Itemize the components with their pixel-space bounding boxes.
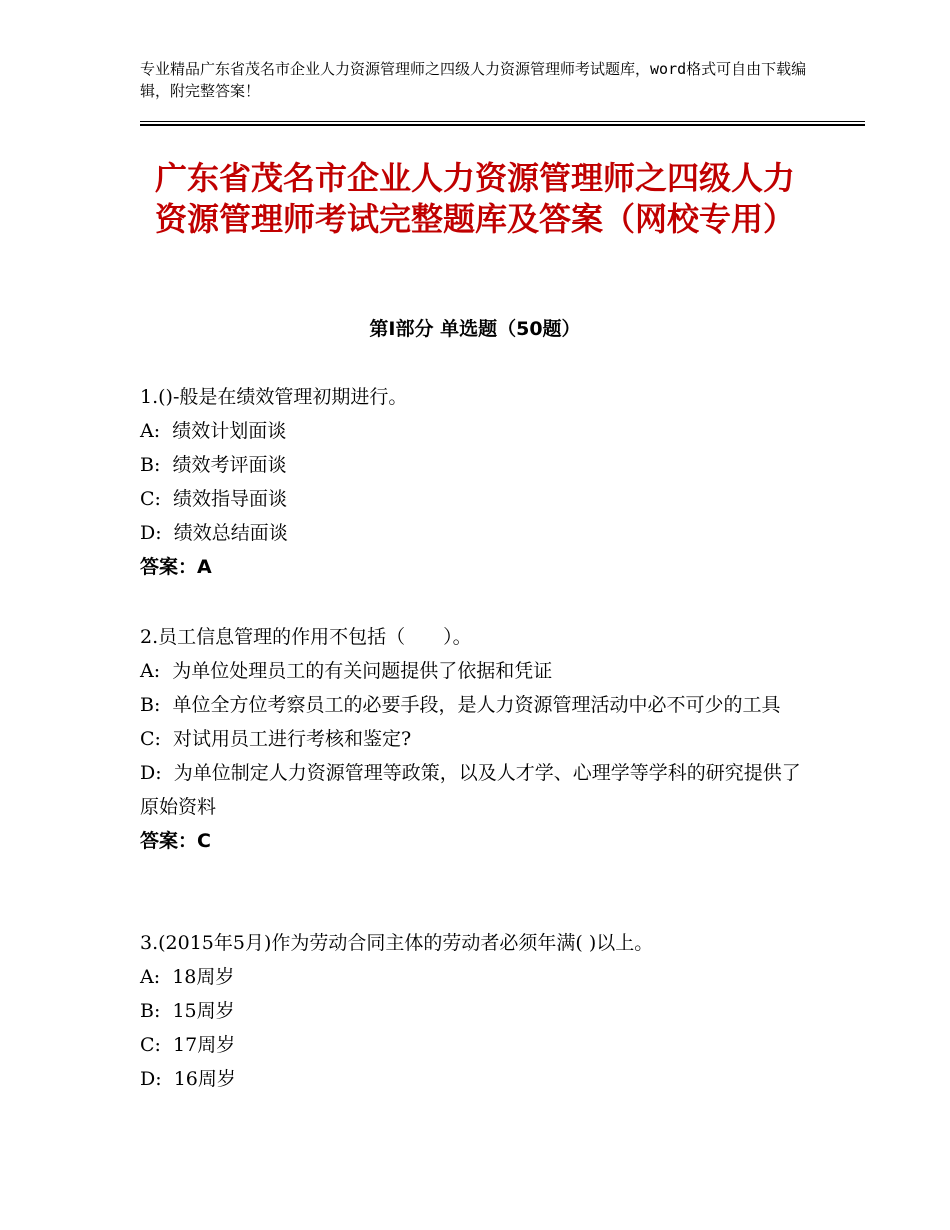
question-stem: 1.()-般是在绩效管理初期进行。 (140, 386, 408, 408)
option-c: C: 绩效指导面谈 (140, 488, 288, 510)
option-a: A: 绩效计划面谈 (140, 420, 287, 442)
section-title: 第Ⅰ部分 单选题（50题） (369, 318, 581, 340)
option-a: A: 18周岁 (140, 966, 235, 988)
header-divider-thick (140, 124, 865, 126)
option-d: D: 为单位制定人力资源管理等政策，以及人才学、心理学等学科的研究提供了原始资料 (140, 762, 801, 818)
header-divider-thin (140, 121, 865, 122)
option-c: C: 17周岁 (140, 1034, 236, 1056)
answer-line: 答案：C (140, 830, 211, 852)
question-stem: 3.(2015年5月)作为劳动合同主体的劳动者必须年满( )以上。 (140, 932, 654, 954)
question-1 (140, 380, 810, 584)
question-3 (140, 926, 810, 1096)
question-stem: 2.员工信息管理的作用不包括（ ）。 (140, 626, 472, 648)
option-b: B: 单位全方位考察员工的必要手段，是人力资源管理活动中必不可少的工具 (140, 694, 781, 716)
option-c: C: 对试用员工进行考核和鉴定? (140, 728, 412, 750)
option-a: A: 为单位处理员工的有关问题提供了依据和凭证 (140, 660, 553, 682)
header-note: 专业精品广东省茂名市企业人力资源管理师之四级人力资源管理师考试题库，word格式可自由下载编辑，附完整答案！ (140, 60, 807, 100)
option-b: B: 15周岁 (140, 1000, 235, 1022)
question-2 (140, 620, 810, 858)
option-d: D: 16周岁 (140, 1068, 236, 1090)
document-title: 广东省茂名市企业人力资源管理师之四级人力资源管理师考试完整题库及答案（网校专用） (154, 159, 795, 238)
answer-line: 答案：A (140, 556, 212, 578)
option-b: B: 绩效考评面谈 (140, 454, 287, 476)
option-d: D: 绩效总结面谈 (140, 522, 288, 544)
